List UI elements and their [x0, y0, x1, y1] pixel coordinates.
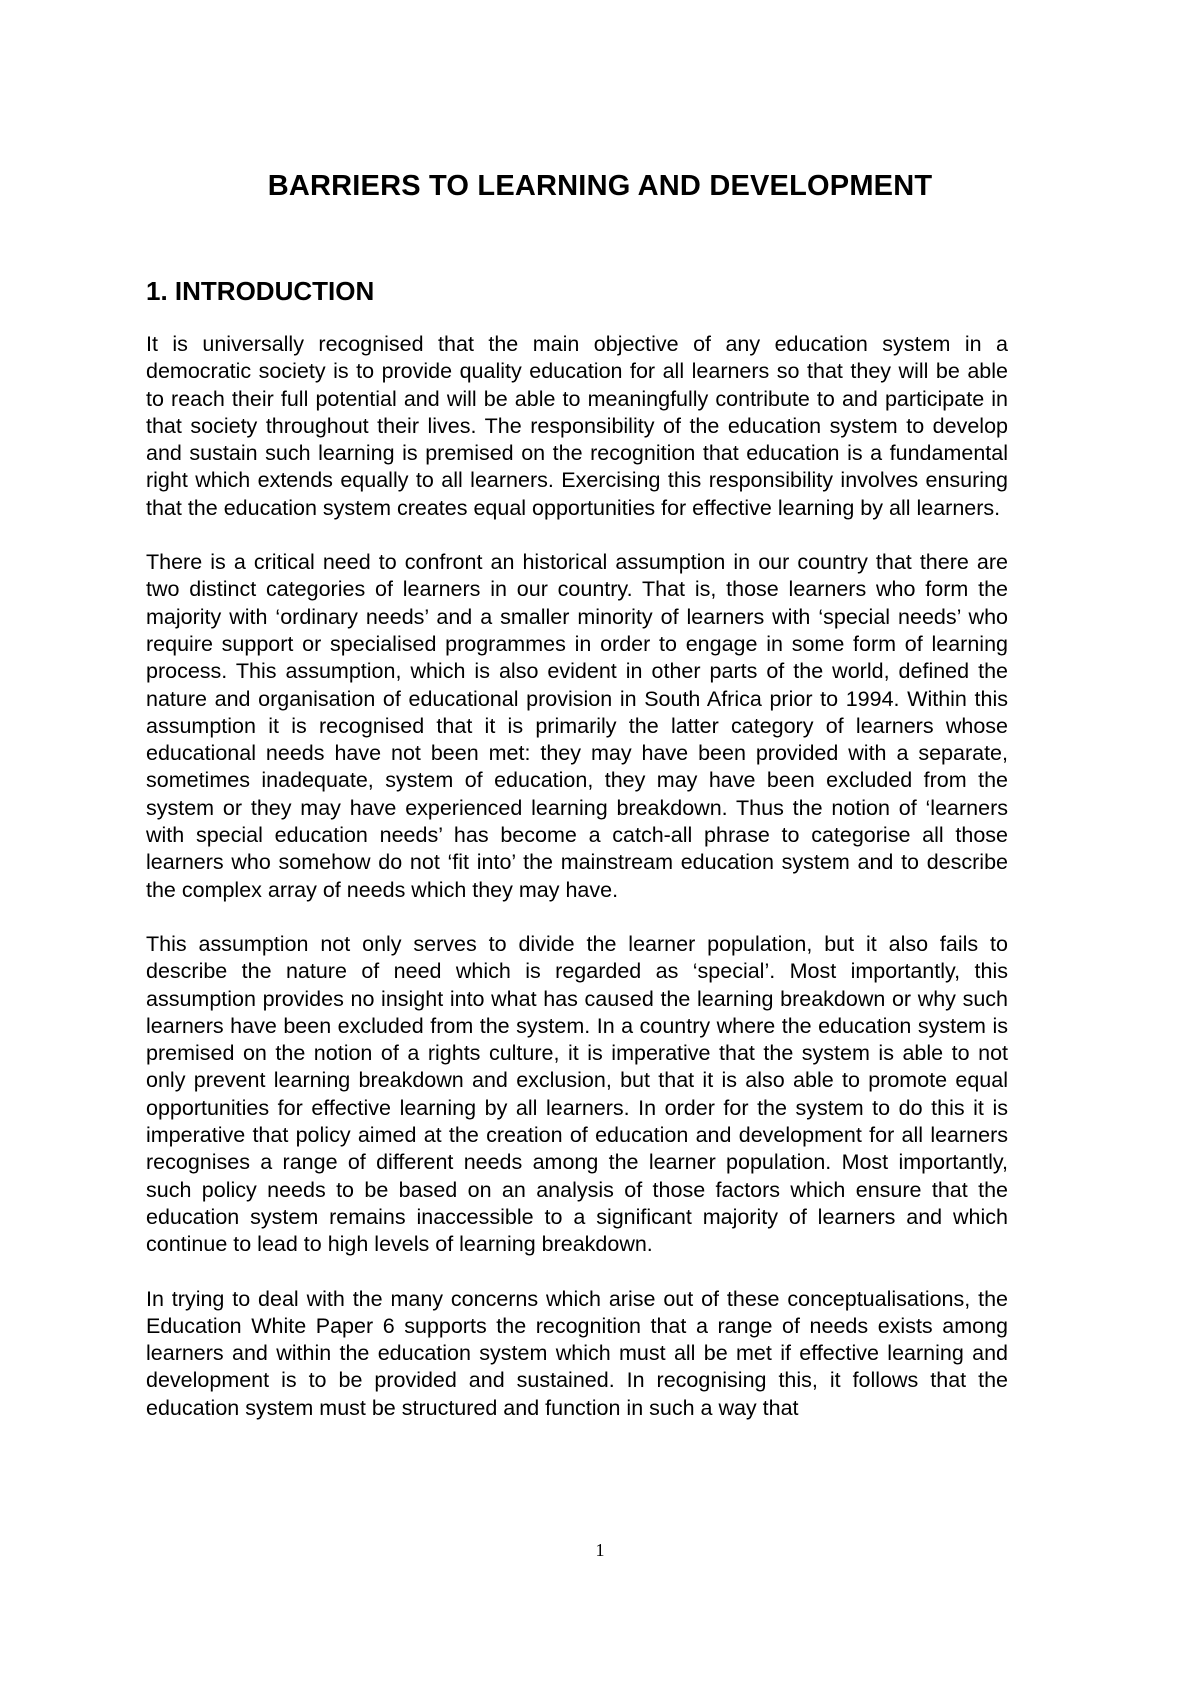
paragraph-2: There is a critical need to confront an historical assumption in our country that there are two distinct categories of learners in our country. That is, those learners who form the majority with ‘ordinary needs’ and a smaller minority of learners with ‘special needs’ who require support or specialised programmes in order to engage in some form of learning process. This assumption, which is also evident in other parts of the world, defined the nature and organisation of educational provision in South Africa prior to 1994. Within this assumption it is recognised that it is primarily the latter category of learners whose educational needs have not been met: they may have been provided with a separate, sometimes inadequate, system of education, they may have been excluded from the system or they may have experienced learning breakdown. Thus the notion of ‘learners with special education needs’ has become a catch-all phrase to categorise all those learners who somehow do not ‘fit into’ the mainstream education system and to describe the complex array of needs which they may have.: [146, 550, 1008, 902]
page-number: 1: [595, 1540, 605, 1560]
paragraph-1: It is universally recognised that the main objective of any education system in a democratic society is to provide quality education for all learners so that they will be able to reach their full potential and will be able to meaningfully contribute to and participate in that society throughout their lives. The responsibility of the education system to develop and sustain such learning is premised on the recognition that education is a fundamental right which extends equally to all learners. Exercising this responsibility involves ensuring that the education system creates equal opportunities for effective learning by all learners.: [146, 332, 1008, 520]
paragraph-3: This assumption not only serves to divide the learner population, but it also fails to describe the nature of need which is regarded as ‘special’. Most importantly, this assumption provides no insight into what has caused the learning breakdown or why such learners have been excluded from the system. In a country where the education system is premised on the notion of a rights culture, it is imperative that the system is able to not only prevent learning breakdown and exclusion, but that it is also able to promote equal opportunities for effective learning by all learners. In order for the system to do this it is imperative that policy aimed at the creation of education and development for all learners recognises a range of different needs among the learner population. Most importantly, such policy needs to be based on an analysis of those factors which ensure that the education system remains inaccessible to a significant majority of learners and which continue to lead to high levels of learning breakdown.: [146, 931, 1008, 1257]
document-body: [146, 275, 1008, 1449]
paragraph-4: In trying to deal with the many concerns which arise out of these conceptualisations, the Education White Paper 6 supports the recognition that a range of needs exists among learners and within the education system which must all be met if effective learning and development is to be provided and sustained. In recognising this, it follows that the education system must be structured and function in such a way that: [146, 1286, 1008, 1420]
document-title: BARRIERS TO LEARNING AND DEVELOPMENT: [267, 170, 933, 202]
section-heading: 1. INTRODUCTION: [146, 276, 375, 306]
